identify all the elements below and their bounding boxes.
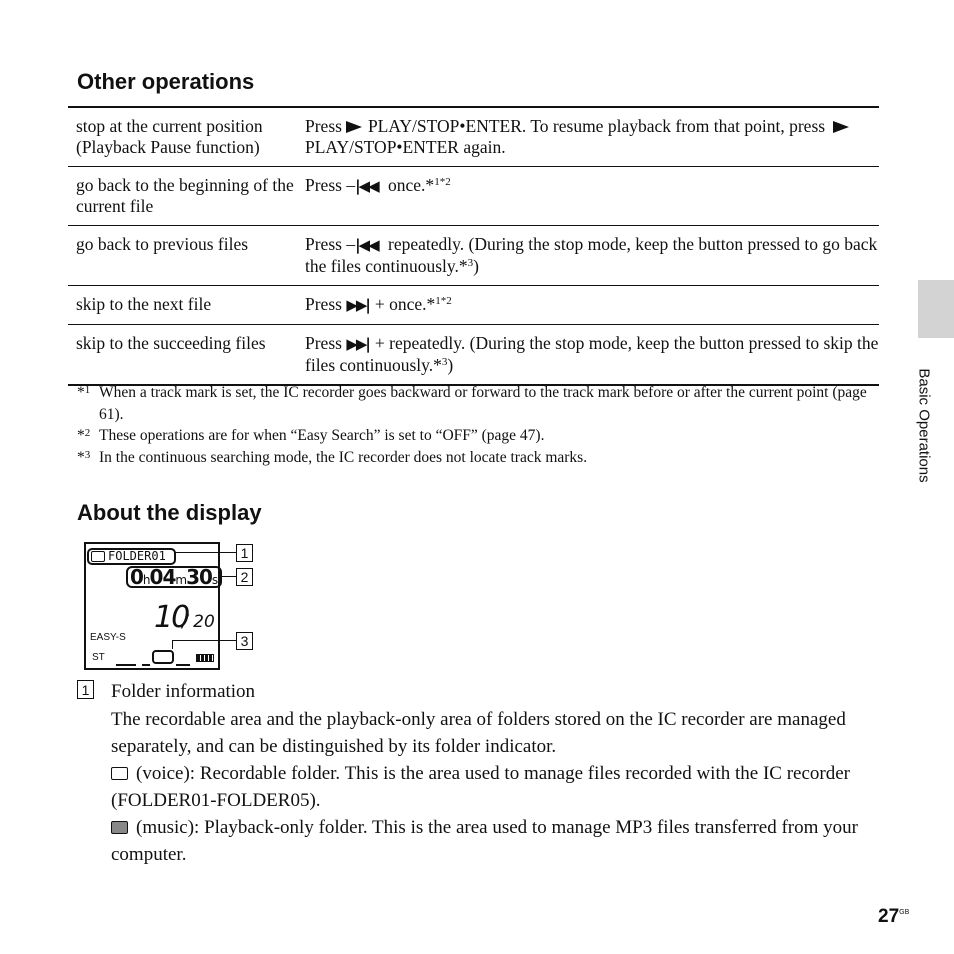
time-minutes: 04 [149,565,176,589]
instruction-text: once.* [388,175,435,195]
footnote-mark [77,447,99,469]
play-icon [346,121,362,133]
time-seconds-unit: s [211,573,218,587]
footnotes [77,382,877,468]
action-cell: stop at the current position (Playback Pause function) [76,116,263,157]
time-hours: 0 [130,565,143,589]
action-cell: skip to the next file [76,294,212,314]
folder-name: FOLDER01 [108,549,166,563]
item-title: Folder information [111,681,256,702]
display-illustration [84,542,220,670]
action-cell: skip to the succeeding files [76,333,266,353]
instruction-cell [305,234,879,277]
footnote [77,425,877,447]
folder-icon [91,551,105,562]
segment-dash [176,664,190,666]
stereo-indicator: ST [92,652,105,663]
footnote-text: When a track mark is set, the IC recorder goes backward or forward to the track mark before or after the current point (page 61). [99,384,867,423]
footnote-asterisk: * [77,448,85,466]
table-row [68,167,879,226]
instruction-text: . To resume playback from that point, press [521,116,826,136]
page-number-suffix: GB [899,909,910,916]
instruction-text: + repeatedly. (During the stop mode, keep the button pressed to skip the files continuously.* [305,333,879,375]
section-label: Basic Operations [915,368,933,483]
section-heading-about-display: About the display [77,500,262,525]
table-row [68,325,879,386]
instruction-cell [305,116,879,158]
section-tab [918,280,954,338]
instruction-text: ) [473,256,479,276]
footnote [77,447,877,469]
paragraph [111,814,881,868]
footnote-number: 1 [84,384,91,396]
file-number: 10 [154,600,189,635]
segment-dash [142,664,150,666]
battery-icon [196,654,214,662]
easy-search-indicator: EASY-S [90,632,126,643]
footnote-text: In the continuous searching mode, the IC recorder does not locate track marks. [99,448,588,466]
footnote-mark [77,382,99,425]
time-seconds: 30 [186,565,212,589]
time-hours-unit: h [142,573,150,587]
instruction-text: again. [463,137,506,157]
instruction-text: Press [305,294,342,314]
footnote-ref: 1*2 [434,176,451,188]
callout-3: 3 [236,632,253,650]
page-number [878,906,909,928]
instruction-text: repeatedly. (During the stop mode, keep the button pressed to go back the files continuously.* [305,234,878,276]
footnote [77,382,877,425]
music-folder-icon [111,821,128,834]
instruction-text: Press [305,116,342,136]
instruction-text: ) [447,355,454,375]
table-row [68,286,879,325]
paragraph-text: (music): Playback-only folder. This is the area used to manage MP3 files transferred from your computer. [111,817,858,865]
page-number-value: 27 [878,906,900,927]
button-name: PLAY/STOP•ENTER [367,116,522,136]
footnote-ref: 1*2 [435,295,452,307]
instruction-text: Press [305,333,342,353]
paragraph [111,760,881,814]
instruction-text: + once.* [374,294,436,314]
previous-track-icon: |◀◀ [355,177,378,195]
button-name: PLAY/STOP•ENTER [305,137,459,157]
section-heading-other-operations: Other operations [77,69,255,94]
callout-leader [172,640,236,641]
item-number: 1 [77,680,94,699]
footnote-mark [77,425,99,447]
action-cell: go back to the beginning of the current file [76,175,294,216]
time-minutes-unit: m [175,573,187,587]
instruction-text: Press – [305,175,356,195]
footnote-ref: 3 [441,356,448,368]
paragraph-text: (voice): Recordable folder. This is the area used to manage files recorded with the IC recorder (FOLDER01-FOLDER05). [111,763,850,811]
item-body [111,706,881,868]
next-track-icon: ▶▶| [346,296,369,314]
footnote-asterisk: * [77,384,85,401]
voice-folder-icon [111,767,128,780]
instruction-text: Press – [305,234,356,254]
track-mark-indicator [152,650,174,664]
footnote-ref: 3 [467,257,474,269]
instruction-cell [305,175,879,217]
footnote-number: 2 [84,427,91,439]
callout-2: 2 [236,568,253,586]
play-icon [833,121,849,133]
instruction-cell [305,333,879,376]
callout-leader [174,552,236,553]
paragraph: The recordable area and the playback-only area of folders stored on the IC recorder are managed separately, and can be distinguished by its folder indicator. [111,709,846,757]
instruction-cell [305,294,879,316]
callout-1: 1 [236,544,253,562]
previous-track-icon: |◀◀ [355,236,378,254]
footnote-text: These operations are for when “Easy Search” is set to “OFF” (page 47). [99,427,545,444]
segment-dash [116,664,136,666]
file-total: / 20 [182,612,215,632]
table-row [68,108,879,167]
callout-leader [218,576,236,577]
next-track-icon: ▶▶| [346,335,369,353]
elapsed-time [130,565,217,589]
callout-leader [172,640,173,649]
footnote-number: 3 [84,448,91,461]
action-cell: go back to previous files [76,234,249,254]
table-row [68,226,879,286]
operations-table [68,106,879,386]
footnote-asterisk: * [77,427,85,444]
